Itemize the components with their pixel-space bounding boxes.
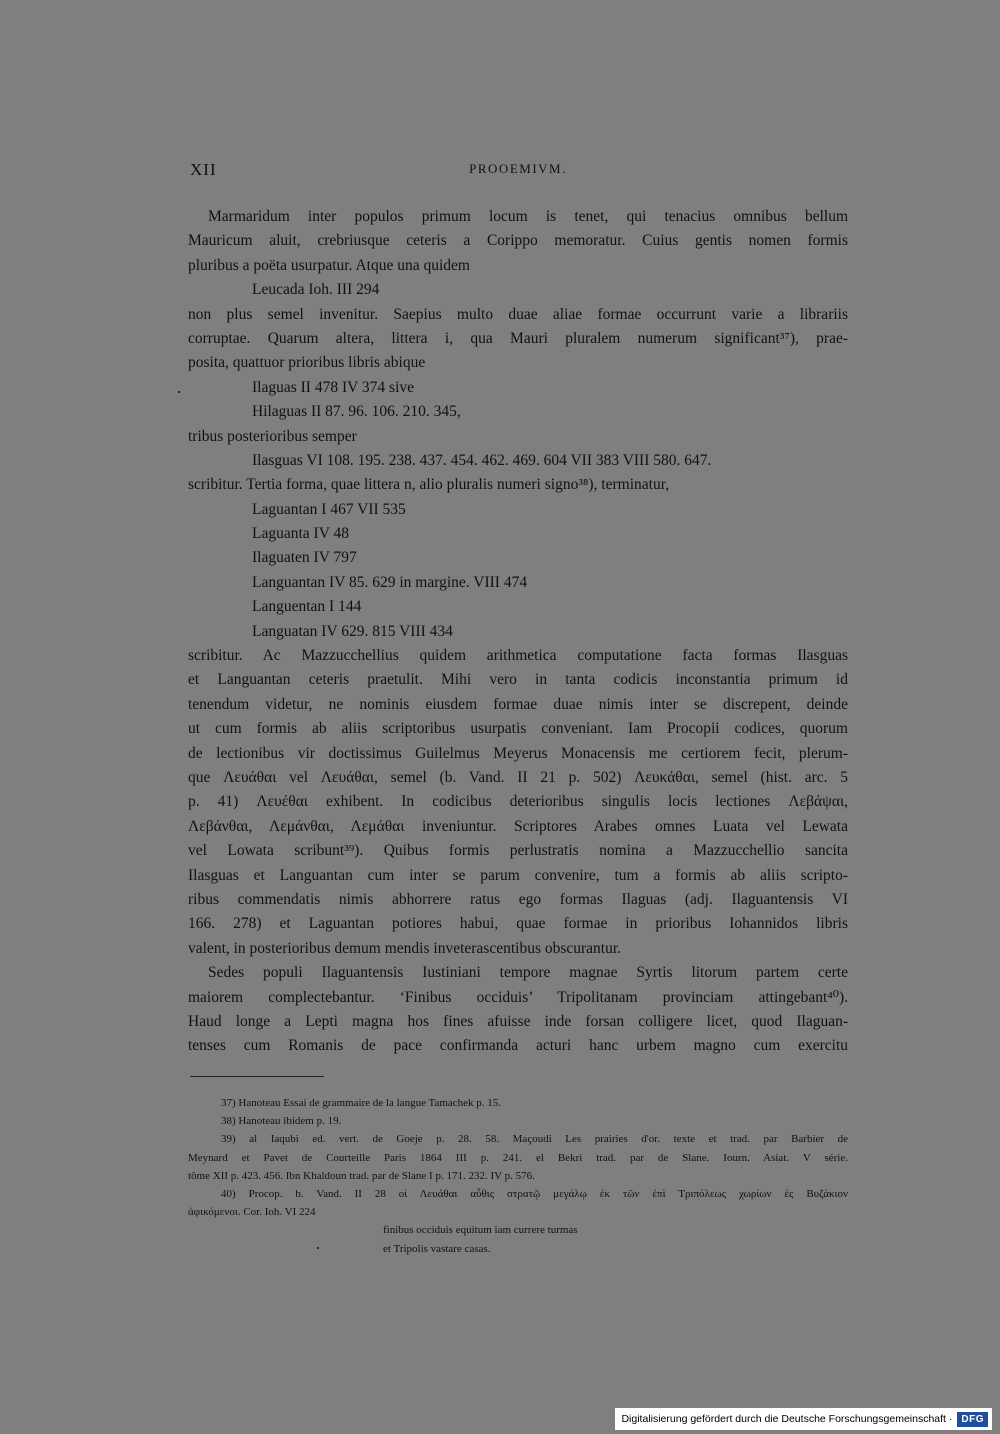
text-line: Hilaguas II 87. 96. 106. 210. 345, bbox=[252, 403, 461, 421]
text-line: Λεβάνθαι, Λεμάνθαι, Λεμάθαι inveniuntur. Scriptores Arabes omnes Luata vel Lewata bbox=[188, 817, 848, 835]
footnote-line: et Tripolis vastare casas. bbox=[383, 1242, 491, 1255]
text-line: Haud longe a Lepti magna hos fines afuisse inde forsan colligere licet, quod Ilaguan- bbox=[188, 1012, 848, 1030]
text-line: posita, quattuor prioribus libris abique bbox=[188, 354, 426, 372]
text-line: Marmaridum inter populos primum locum is tenet, qui tenacius omnibus bellum bbox=[208, 208, 848, 225]
text-line: Laguantan I 467 VII 535 bbox=[252, 500, 406, 518]
text-line: scribitur. Tertia forma, quae littera n, alio pluralis numeri signo³⁸), terminatur, bbox=[188, 476, 670, 494]
text-line: Ilaguas II 478 IV 374 sive bbox=[252, 378, 415, 396]
text-line: p. 41) Λευέθαι exhibent. In codicibus deterioribus singulis locis lectiones Λεβάψαι, bbox=[188, 793, 848, 811]
text-line: Ilaguaten IV 797 bbox=[252, 549, 357, 567]
text-line: Leucada Ioh. III 294 bbox=[252, 281, 380, 299]
text-line: de lectionibus vir doctissimus Guilelmus Meyerus Monacensis me certiorem fecit, plerum- bbox=[188, 744, 848, 762]
footnotes bbox=[188, 1094, 848, 1258]
text-line: scribitur. Ac Mazzucchellius quidem arithmetica computatione facta formas Ilasguas bbox=[188, 647, 848, 665]
text-line: corruptae. Quarum altera, littera i, qua Mauri pluralem numerum significant³⁷), prae- bbox=[188, 329, 848, 347]
footnote-line: 38) Hanoteau ibidem p. 19. bbox=[221, 1115, 342, 1128]
text-line: Ilasguas et Languantan cum inter se parum convenire, tum a formis ab aliis scripto- bbox=[188, 866, 848, 884]
text-line: vel Lowata scribunt³⁹). Quibus formis perlustratis nomina a Mazzucchellio sancita bbox=[188, 842, 848, 860]
footnote-line: Meynard et Pavet de Courteille Paris 1864 III p. 241. el Bekri trad. par de Slane. Iourn. Asiat. V série. bbox=[188, 1151, 848, 1164]
text-line: Laguanta IV 48 bbox=[252, 525, 349, 543]
text-line: maiorem complectebantur. ‘Finibus occiduis’ Tripolitanam provinciam attingebant⁴⁰). bbox=[188, 988, 848, 1006]
running-title: PROOEMIVM. bbox=[469, 161, 567, 176]
text-line: tenses cum Romanis de pace confirmanda acturi hanc urbem magno cum exercitu bbox=[188, 1037, 848, 1055]
footnote-line: finibus occiduis equitum iam currere turmas bbox=[383, 1224, 578, 1237]
text-line: pluribus a poëta usurpatur. Atque una quidem bbox=[188, 256, 470, 274]
digitization-credit bbox=[615, 1408, 992, 1430]
footnote-line: 37) Hanoteau Essai de grammaire de la langue Tamachek p. 15. bbox=[221, 1097, 502, 1109]
text-line: Languentan I 144 bbox=[252, 598, 362, 616]
text-line: Sedes populi Ilaguantensis Iustiniani tempore magnae Syrtis litorum partem certe bbox=[208, 964, 848, 982]
footnote-line: tôme XII p. 423. 456. Ibn Khaldoun trad. par de Slane I p. 171. 232. IV p. 576. bbox=[188, 1169, 535, 1182]
footnote-line: 40) Procop. b. Vand. II 28 οἱ Λευάθαι αὖθις στρατῷ μεγάλῳ ἐκ τῶν ἐπὶ Τριπόλεως χωρίων ἐς Βυζάκιον bbox=[221, 1187, 848, 1200]
text-line: non plus semel invenitur. Saepius multo duae aliae formae occurrunt varie a librariis bbox=[188, 305, 848, 323]
text-line: et Languantan ceteris praetulit. Mihi vero in tanta codicis inconstantia primum id bbox=[188, 671, 848, 689]
scan-speck bbox=[317, 1247, 319, 1249]
text-line: valent, in posterioribus demum mendis inveterascentibus obscurantur. bbox=[188, 939, 622, 957]
text-line: 166. 278) et Laguantan potiores habui, quae formae in prioribus Iohannidos libris bbox=[188, 915, 848, 933]
scan-speck bbox=[178, 391, 180, 393]
text-line: ut cum formis ab aliis scriptoribus usurpatis conveniant. Iam Procopii codices, quorum bbox=[188, 720, 848, 738]
text-line: Mauricum aluit, crebriusque ceteris a Corippo memoratur. Cuius gentis nomen formis bbox=[188, 232, 848, 250]
footnote-line: 39) al Iaqubi ed. vert. de Goeje p. 28. 58. Maçoudi Les prairies d'or. texte et trad. par Barbier de bbox=[221, 1133, 848, 1146]
text-line: Languatan IV 629. 815 VIII 434 bbox=[252, 622, 453, 640]
body-text bbox=[188, 205, 848, 1059]
text-line: que Λευάθαι vel Λευάθαι, semel (b. Vand. II 21 p. 502) Λευκάθαι, semel (hist. arc. 5 bbox=[188, 768, 848, 786]
page-header bbox=[190, 160, 846, 184]
text-line: Ilasguas VI 108. 195. 238. 437. 454. 462. 469. 604 VII 383 VIII 580. 647. bbox=[252, 451, 712, 469]
text-line: ribus commendatis nimis abhorrere ratus ego formas Ilaguas (adj. Ilaguantensis VI bbox=[188, 890, 848, 908]
text-line: tenendum videtur, ne nominis eiusdem formae duae nimis inter se discrepent, deinde bbox=[188, 695, 848, 713]
digitization-note: Digitalisierung gefördert durch die Deutsche Forschungsgemeinschaft · bbox=[621, 1413, 953, 1425]
dfg-logo-icon: DFG bbox=[957, 1412, 988, 1427]
text-line: tribus posterioribus semper bbox=[188, 427, 357, 445]
footnote-line: ἀφικόμενοι. Cor. Ioh. VI 224 bbox=[188, 1206, 316, 1219]
page-number: XII bbox=[190, 160, 217, 179]
footnote-separator bbox=[190, 1076, 324, 1077]
text-line: Languantan IV 85. 629 in margine. VIII 474 bbox=[252, 573, 528, 591]
